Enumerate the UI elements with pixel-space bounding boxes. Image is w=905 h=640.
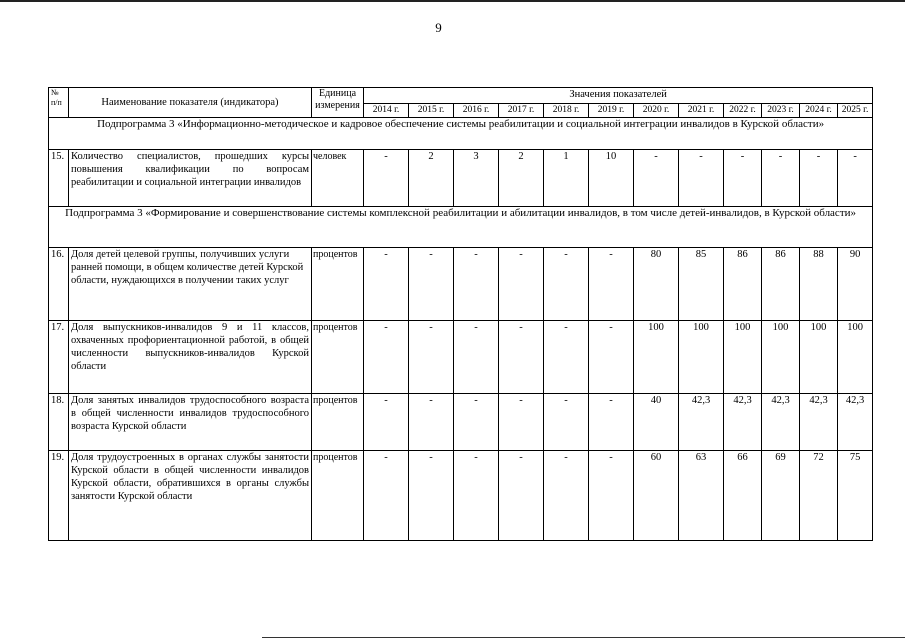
header-year: 2014 г. <box>364 104 409 118</box>
header-year: 2023 г. <box>762 104 800 118</box>
top-scan-border <box>0 0 905 2</box>
value-cell: 86 <box>724 248 762 321</box>
header-unit: Единица измерения <box>312 88 364 118</box>
value-cell: - <box>364 321 409 394</box>
value-cell: 100 <box>679 321 724 394</box>
value-cell: 100 <box>838 321 873 394</box>
value-cell: 42,3 <box>724 394 762 451</box>
header-row <box>49 88 873 104</box>
value-cell: 69 <box>762 451 800 541</box>
table-row <box>49 451 873 541</box>
subprogram-row <box>49 207 873 248</box>
value-cell: - <box>409 394 454 451</box>
indicator-name: Количество специалистов, прошедших курсы повышения квалификации по вопросам реабилитации и социальной интеграции инвалидов <box>69 150 312 207</box>
value-cell: 42,3 <box>762 394 800 451</box>
header-year: 2015 г. <box>409 104 454 118</box>
value-cell: 42,3 <box>679 394 724 451</box>
header-num: № п/п <box>49 88 69 118</box>
value-cell: 100 <box>724 321 762 394</box>
header-name: Наименование показателя (индикатора) <box>69 88 312 118</box>
header-year: 2025 г. <box>838 104 873 118</box>
value-cell: 2 <box>499 150 544 207</box>
value-cell: - <box>544 394 589 451</box>
value-cell: - <box>544 451 589 541</box>
value-cell: 60 <box>634 451 679 541</box>
header-year: 2022 г. <box>724 104 762 118</box>
value-cell: - <box>454 321 499 394</box>
value-cell: 75 <box>838 451 873 541</box>
header-year: 2021 г. <box>679 104 724 118</box>
value-cell: - <box>364 451 409 541</box>
bottom-scan-border <box>262 637 905 638</box>
indicator-name: Доля детей целевой группы, получивших услуги ранней помощи, в общем количестве детей Курской области, нуждающихся в получении таких услуг <box>69 248 312 321</box>
value-cell: 10 <box>589 150 634 207</box>
value-cell: 90 <box>838 248 873 321</box>
value-cell: - <box>634 150 679 207</box>
page-number: 9 <box>435 20 442 35</box>
value-cell: 40 <box>634 394 679 451</box>
row-number: 18. <box>49 394 69 451</box>
indicator-name: Доля выпускников-инвалидов 9 и 11 классов, охваченных профориентационной работой, в общей численности выпускников-инвалидов Курской области <box>69 321 312 394</box>
value-cell: - <box>454 248 499 321</box>
header-year: 2024 г. <box>800 104 838 118</box>
value-cell: 85 <box>679 248 724 321</box>
value-cell: - <box>454 451 499 541</box>
row-number: 15. <box>49 150 69 207</box>
value-cell: 66 <box>724 451 762 541</box>
value-cell: 100 <box>800 321 838 394</box>
value-cell: 42,3 <box>800 394 838 451</box>
value-cell: - <box>409 248 454 321</box>
table-row <box>49 248 873 321</box>
value-cell: - <box>409 451 454 541</box>
table-row <box>49 150 873 207</box>
value-cell: - <box>499 248 544 321</box>
value-cell: 100 <box>634 321 679 394</box>
table-row <box>49 394 873 451</box>
indicator-unit: процентов <box>312 451 364 541</box>
value-cell: - <box>544 248 589 321</box>
value-cell: 42,3 <box>838 394 873 451</box>
subprogram-row <box>49 118 873 150</box>
value-cell: 63 <box>679 451 724 541</box>
value-cell: - <box>589 451 634 541</box>
row-number: 16. <box>49 248 69 321</box>
value-cell: - <box>499 394 544 451</box>
value-cell: - <box>499 321 544 394</box>
indicator-name: Доля занятых инвалидов трудоспособного возраста в общей численности инвалидов трудоспособного возраста Курской области <box>69 394 312 451</box>
value-cell: - <box>364 394 409 451</box>
indicator-name: Доля трудоустроенных в органах службы занятости Курской области в общей численности инвалидов Курской области, обратившихся в органы службы занятости Курской области <box>69 451 312 541</box>
value-cell: - <box>364 248 409 321</box>
value-cell: - <box>679 150 724 207</box>
value-cell: 3 <box>454 150 499 207</box>
header-year: 2019 г. <box>589 104 634 118</box>
row-number: 19. <box>49 451 69 541</box>
indicator-unit: процентов <box>312 394 364 451</box>
header-year: 2017 г. <box>499 104 544 118</box>
subprogram-title: Подпрограмма 3 «Информационно-методическое и кадровое обеспечение системы реабилитации и социальной интеграции инвалидов в Курской области» <box>49 118 873 150</box>
value-cell: 88 <box>800 248 838 321</box>
value-cell: - <box>589 394 634 451</box>
value-cell: - <box>800 150 838 207</box>
row-number: 17. <box>49 321 69 394</box>
value-cell: 86 <box>762 248 800 321</box>
header-year: 2020 г. <box>634 104 679 118</box>
value-cell: - <box>364 150 409 207</box>
table-row <box>49 321 873 394</box>
indicator-unit: процентов <box>312 321 364 394</box>
header-year: 2018 г. <box>544 104 589 118</box>
value-cell: - <box>454 394 499 451</box>
value-cell: 2 <box>409 150 454 207</box>
value-cell: 80 <box>634 248 679 321</box>
value-cell: - <box>409 321 454 394</box>
indicator-unit: человек <box>312 150 364 207</box>
value-cell: 72 <box>800 451 838 541</box>
header-year: 2016 г. <box>454 104 499 118</box>
value-cell: 100 <box>762 321 800 394</box>
value-cell: - <box>838 150 873 207</box>
subprogram-title: Подпрограмма 3 «Формирование и совершенствование системы комплексной реабилитации и абилитации инвалидов, в том числе детей-инвалидов, в Курской области» <box>49 207 873 248</box>
value-cell: - <box>499 451 544 541</box>
header-values: Значения показателей <box>364 88 873 104</box>
indicators-table <box>48 87 873 541</box>
value-cell: - <box>589 248 634 321</box>
indicator-unit: процентов <box>312 248 364 321</box>
value-cell: - <box>544 321 589 394</box>
value-cell: - <box>724 150 762 207</box>
value-cell: - <box>762 150 800 207</box>
value-cell: - <box>589 321 634 394</box>
value-cell: 1 <box>544 150 589 207</box>
